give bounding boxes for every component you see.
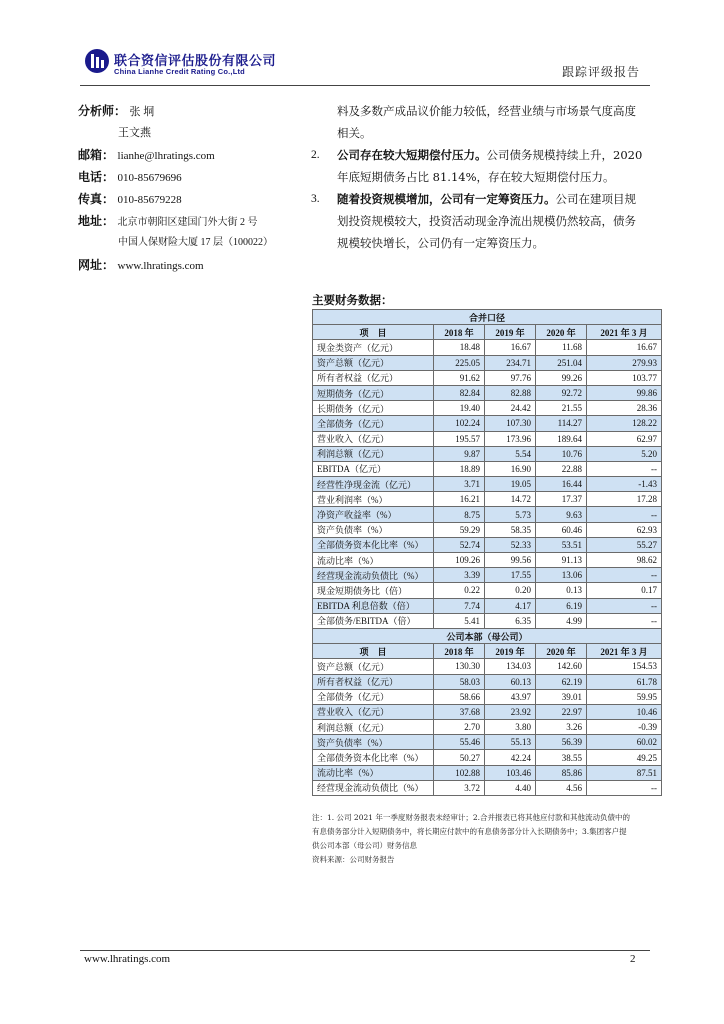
row-label: 全部债务/EBITDA（倍）	[313, 613, 434, 628]
row-value: 17.55	[485, 568, 536, 583]
row-value: 130.30	[434, 659, 485, 674]
row-value: 3.71	[434, 477, 485, 492]
row-value: 52.74	[434, 537, 485, 552]
row-label: 全部债务（亿元）	[313, 416, 434, 431]
row-value: 60.13	[485, 674, 536, 689]
row-value: 99.56	[485, 553, 536, 568]
row-label: 长期债务（亿元）	[313, 401, 434, 416]
website-row	[78, 254, 303, 276]
year-column-header: 2021 年 3 月	[587, 644, 662, 659]
section-label: 公司本部（母公司）	[313, 628, 662, 643]
row-value: 91.62	[434, 370, 485, 385]
table-row	[313, 659, 662, 674]
year-column-header: 2018 年	[434, 644, 485, 659]
row-value: 55.13	[485, 735, 536, 750]
row-label: EBITDA 利息倍数（倍）	[313, 598, 434, 613]
row-value: 4.40	[485, 780, 536, 795]
page-header	[80, 45, 650, 85]
row-value: 0.22	[434, 583, 485, 598]
row-value: 189.64	[536, 431, 587, 446]
table-row	[313, 507, 662, 522]
row-value: --	[587, 461, 662, 476]
company-name-cn: 联合资信评估股份有限公司	[114, 54, 277, 69]
risk-number: 3.	[311, 193, 320, 205]
row-label: 经营现金流动负债比（%）	[313, 568, 434, 583]
row-value: 82.88	[485, 385, 536, 400]
row-label: 营业利润率（%）	[313, 492, 434, 507]
row-value: 59.95	[587, 689, 662, 704]
row-value: --	[587, 507, 662, 522]
row-value: --	[587, 598, 662, 613]
row-label: 资产负债率（%）	[313, 735, 434, 750]
fax-number: 010-85679228	[117, 194, 182, 206]
row-value: 16.67	[485, 340, 536, 355]
row-label: 短期债务（亿元）	[313, 385, 434, 400]
row-label: EBITDA（亿元）	[313, 461, 434, 476]
analyst-name: 张 垌	[129, 106, 155, 118]
row-value: 39.01	[536, 689, 587, 704]
table-row	[313, 674, 662, 689]
risk-title: 随着投资规模增加，公司有一定筹资压力。	[337, 192, 556, 206]
row-value: 0.13	[536, 583, 587, 598]
note-line: 供公司本部（母公司）财务信息	[312, 841, 417, 850]
row-value: 62.19	[536, 674, 587, 689]
row-value: 3.26	[536, 720, 587, 735]
row-value: 17.37	[536, 492, 587, 507]
row-value: 3.39	[434, 568, 485, 583]
year-column-header: 2018 年	[434, 325, 485, 340]
phone-row	[78, 166, 303, 188]
source-line: 资料来源：公司财务报告	[312, 855, 395, 864]
risk-item	[311, 188, 646, 254]
table-row	[313, 492, 662, 507]
row-value: 38.55	[536, 750, 587, 765]
financials-title: 主要财务数据：	[312, 293, 393, 307]
risk-continuation: 料及多数产成品议价能力较低，经营业绩与市场景气度高度相关。	[337, 104, 636, 140]
row-value: 9.87	[434, 446, 485, 461]
row-value: 16.90	[485, 461, 536, 476]
row-value: 98.62	[587, 553, 662, 568]
section-label: 合并口径	[313, 310, 662, 325]
row-label: 全部债务资本化比率（%）	[313, 537, 434, 552]
year-column-header: 2019 年	[485, 644, 536, 659]
row-value: 128.22	[587, 416, 662, 431]
page-number: 2	[630, 953, 636, 965]
row-value: 4.17	[485, 598, 536, 613]
item-column-header: 项 目	[313, 325, 434, 340]
row-value: 23.92	[485, 704, 536, 719]
row-value: 5.41	[434, 613, 485, 628]
address-line-2: 中国人保财险大厦 17 层（100022）	[118, 237, 273, 248]
table-row	[313, 340, 662, 355]
table-column-header	[313, 325, 662, 340]
phone-label: 电话：	[78, 170, 115, 184]
row-value: 5.73	[485, 507, 536, 522]
table-row	[313, 385, 662, 400]
row-value: 3.72	[434, 780, 485, 795]
row-value: 102.88	[434, 765, 485, 780]
risk-number: 2.	[311, 149, 320, 161]
row-value: 5.20	[587, 446, 662, 461]
row-value: 102.24	[434, 416, 485, 431]
row-label: 经营现金流动负债比（%）	[313, 780, 434, 795]
row-value: 225.05	[434, 355, 485, 370]
row-label: 全部债务资本化比率（%）	[313, 750, 434, 765]
row-value: 195.57	[434, 431, 485, 446]
row-value: 42.24	[485, 750, 536, 765]
table-row	[313, 720, 662, 735]
note-line: 有息债务部分计入短期债务中，将长期应付款中的有息债务部分计入长期债务中；3.集团客户提	[312, 827, 627, 836]
table-section-header	[313, 628, 662, 643]
row-label: 资产总额（亿元）	[313, 355, 434, 370]
row-value: 9.63	[536, 507, 587, 522]
risk-title: 公司存在较大短期偿付压力。	[337, 148, 487, 162]
row-label: 流动比率（%）	[313, 765, 434, 780]
row-value: 11.68	[536, 340, 587, 355]
row-value: 19.05	[485, 477, 536, 492]
row-value: 18.89	[434, 461, 485, 476]
row-value: 97.76	[485, 370, 536, 385]
fax-row	[78, 188, 303, 210]
row-value: 61.78	[587, 674, 662, 689]
fax-label: 传真：	[78, 192, 115, 206]
row-value: 0.20	[485, 583, 536, 598]
financials-table	[312, 309, 662, 796]
row-value: 7.74	[434, 598, 485, 613]
table-row	[313, 370, 662, 385]
row-value: 53.51	[536, 537, 587, 552]
row-value: 279.93	[587, 355, 662, 370]
row-value: 28.36	[587, 401, 662, 416]
table-row	[313, 598, 662, 613]
row-value: 251.04	[536, 355, 587, 370]
row-label: 营业收入（亿元）	[313, 431, 434, 446]
row-value: 85.86	[536, 765, 587, 780]
row-label: 净资产收益率（%）	[313, 507, 434, 522]
row-value: 4.99	[536, 613, 587, 628]
row-value: 49.25	[587, 750, 662, 765]
row-label: 资产负债率（%）	[313, 522, 434, 537]
row-value: 142.60	[536, 659, 587, 674]
table-notes	[312, 811, 662, 867]
address-row	[78, 210, 303, 232]
risk-list	[311, 100, 646, 254]
company-logo-icon	[84, 48, 110, 74]
row-value: 99.26	[536, 370, 587, 385]
row-value: 16.21	[434, 492, 485, 507]
phone-number: 010-85679696	[117, 172, 182, 184]
table-row	[313, 750, 662, 765]
row-value: -1.43	[587, 477, 662, 492]
row-value: 22.88	[536, 461, 587, 476]
website-label: 网址：	[78, 258, 115, 272]
row-value: 37.68	[434, 704, 485, 719]
table-row	[313, 431, 662, 446]
row-value: 58.35	[485, 522, 536, 537]
table-row	[313, 461, 662, 476]
year-column-header: 2020 年	[536, 644, 587, 659]
risk-item	[311, 144, 646, 188]
table-row	[313, 689, 662, 704]
row-label: 流动比率（%）	[313, 553, 434, 568]
address-line-1: 北京市朝阳区建国门外大街 2 号	[117, 217, 258, 228]
year-column-header: 2019 年	[485, 325, 536, 340]
row-value: 92.72	[536, 385, 587, 400]
row-value: 16.44	[536, 477, 587, 492]
row-value: 8.75	[434, 507, 485, 522]
row-value: 55.27	[587, 537, 662, 552]
year-column-header: 2021 年 3 月	[587, 325, 662, 340]
row-label: 现金类资产（亿元）	[313, 340, 434, 355]
table-row	[313, 553, 662, 568]
row-value: 6.35	[485, 613, 536, 628]
analyst-name: 王文燕	[118, 127, 151, 139]
row-value: 99.86	[587, 385, 662, 400]
analyst-row	[78, 100, 303, 122]
report-type: 跟踪评级报告	[561, 65, 640, 79]
table-row	[313, 477, 662, 492]
note-line: 注：1. 公司 2021 年一季度财务报表未经审计；2.合并报表已将其他应付款和其他流动负债中的	[312, 813, 631, 822]
row-label: 所有者权益（亿元）	[313, 674, 434, 689]
contact-block	[78, 100, 303, 276]
analyst-row-2	[78, 122, 303, 144]
row-value: 234.71	[485, 355, 536, 370]
row-value: 56.39	[536, 735, 587, 750]
row-label: 资产总额（亿元）	[313, 659, 434, 674]
row-label: 经营性净现金流（亿元）	[313, 477, 434, 492]
table-row	[313, 522, 662, 537]
row-label: 所有者权益（亿元）	[313, 370, 434, 385]
row-value: 107.30	[485, 416, 536, 431]
row-value: 58.66	[434, 689, 485, 704]
risk-text: 公司债务规模持续上升，2020 年底短期债务占比 81.14%，存在较大短期偿付压力。	[337, 148, 643, 184]
email-label: 邮箱：	[78, 148, 115, 162]
row-value: 91.13	[536, 553, 587, 568]
row-value: 10.46	[587, 704, 662, 719]
table-row	[313, 446, 662, 461]
row-label: 现金短期债务比（倍）	[313, 583, 434, 598]
row-label: 全部债务（亿元）	[313, 689, 434, 704]
header-divider	[80, 85, 650, 86]
row-value: 58.03	[434, 674, 485, 689]
row-value: 59.29	[434, 522, 485, 537]
row-value: 22.97	[536, 704, 587, 719]
row-label: 利润总额（亿元）	[313, 446, 434, 461]
row-value: 55.46	[434, 735, 485, 750]
footer-website-link[interactable]: www.lhratings.com	[84, 953, 171, 965]
row-value: 154.53	[587, 659, 662, 674]
company-name-en: China Lianhe Credit Rating Co.,Ltd	[114, 67, 245, 76]
row-value: 82.84	[434, 385, 485, 400]
row-value: 103.46	[485, 765, 536, 780]
row-value: 5.54	[485, 446, 536, 461]
table-row	[313, 401, 662, 416]
table-row	[313, 355, 662, 370]
row-value: 2.70	[434, 720, 485, 735]
email-link[interactable]: lianhe@lhratings.com	[117, 150, 215, 162]
table-row	[313, 735, 662, 750]
row-value: --	[587, 568, 662, 583]
website-link[interactable]: www.lhratings.com	[117, 260, 204, 272]
table-row	[313, 416, 662, 431]
table-row	[313, 780, 662, 795]
row-value: 16.67	[587, 340, 662, 355]
row-value: 21.55	[536, 401, 587, 416]
row-value: -0.39	[587, 720, 662, 735]
row-value: 50.27	[434, 750, 485, 765]
row-value: 103.77	[587, 370, 662, 385]
table-row	[313, 613, 662, 628]
table-row	[313, 583, 662, 598]
row-value: 6.19	[536, 598, 587, 613]
table-row	[313, 537, 662, 552]
risk-text: 公司在建项目规划投资规模较大，投资活动现金净流出规模仍然较高，债务规模较快增长，公司仍有一定筹资压力。	[337, 192, 636, 250]
year-column-header: 2020 年	[536, 325, 587, 340]
row-value: 14.72	[485, 492, 536, 507]
row-value: 52.33	[485, 537, 536, 552]
analyst-label: 分析师：	[78, 104, 127, 118]
row-value: 62.93	[587, 522, 662, 537]
row-value: 24.42	[485, 401, 536, 416]
row-label: 利润总额（亿元）	[313, 720, 434, 735]
row-value: 114.27	[536, 416, 587, 431]
row-value: 109.26	[434, 553, 485, 568]
row-value: 0.17	[587, 583, 662, 598]
table-section-header	[313, 310, 662, 325]
row-value: 60.02	[587, 735, 662, 750]
row-value: 10.76	[536, 446, 587, 461]
row-value: 173.96	[485, 431, 536, 446]
row-value: 62.97	[587, 431, 662, 446]
email-row	[78, 144, 303, 166]
row-value: 134.03	[485, 659, 536, 674]
row-value: 18.48	[434, 340, 485, 355]
row-value: 87.51	[587, 765, 662, 780]
address-label: 地址：	[78, 214, 115, 228]
row-value: 43.97	[485, 689, 536, 704]
row-value: 4.56	[536, 780, 587, 795]
row-value: 13.06	[536, 568, 587, 583]
address-row-2	[78, 232, 303, 254]
table-row	[313, 765, 662, 780]
row-value: 17.28	[587, 492, 662, 507]
table-row	[313, 568, 662, 583]
row-value: --	[587, 613, 662, 628]
row-value: 19.40	[434, 401, 485, 416]
row-value: 60.46	[536, 522, 587, 537]
footer-divider	[80, 950, 650, 951]
row-value: --	[587, 780, 662, 795]
row-label: 营业收入（亿元）	[313, 704, 434, 719]
row-value: 3.80	[485, 720, 536, 735]
table-row	[313, 704, 662, 719]
table-column-header	[313, 644, 662, 659]
item-column-header: 项 目	[313, 644, 434, 659]
